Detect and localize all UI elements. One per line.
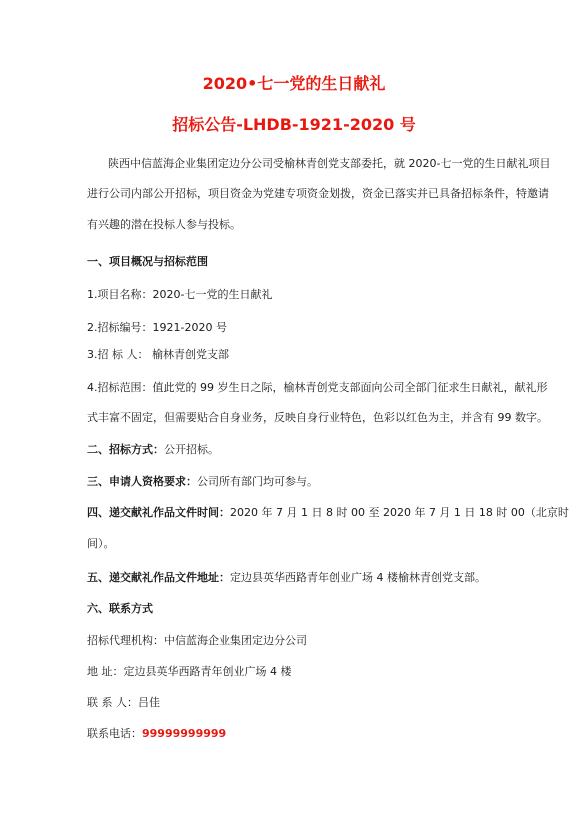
document-title-line1: 2020•七一党的生日献礼	[202, 74, 386, 93]
contact-agency: 招标代理机构：中信蓝海企业集团定边分公司	[87, 634, 307, 647]
contact-person: 联 系 人：吕佳	[87, 696, 160, 709]
intro-line-3: 有兴趣的潜在投标人参与投标。	[87, 218, 241, 231]
section2-row	[87, 442, 219, 458]
section5-row	[87, 570, 486, 586]
intro-line-1: 陕西中信蓝海企业集团定边分公司受榆林青创党支部委托，就 2020-七一党的生日献礼项目	[108, 157, 551, 170]
section5-label: 五、递交献礼作品文件地址：	[87, 571, 230, 584]
section3-value: 公司所有部门均可参与。	[197, 475, 318, 488]
document-title-line2: 招标公告-LHDB-1921-2020 号	[172, 115, 416, 134]
contact-address: 地 址：定边县英华西路青年创业广场 4 楼	[87, 665, 292, 678]
section4-value-line2: 间）。	[87, 537, 115, 550]
section1-heading: 一、项目概况与招标范围	[87, 255, 208, 268]
section4-label: 四、递交献礼作品文件时间：	[87, 506, 230, 519]
section1-item-scope-line1: 4.招标范围：值此党的 99 岁生日之际，榆林青创党支部面向公司全部门征求生日献礼，献礼形	[87, 381, 548, 394]
section3-row	[87, 474, 318, 490]
section1-item-tenderer: 3.招 标 人： 榆林青创党支部	[87, 348, 229, 361]
section2-value: 公开招标。	[164, 443, 219, 456]
section1-item-number: 2.招标编号：1921-2020 号	[87, 321, 227, 334]
section5-value: 定边县英华西路青年创业广场 4 楼榆林青创党支部。	[230, 571, 486, 584]
section3-label: 三、申请人资格要求：	[87, 475, 197, 488]
section6-heading: 六、联系方式	[87, 602, 153, 615]
section2-label: 二、招标方式：	[87, 443, 164, 456]
contact-phone-row	[87, 726, 226, 742]
contact-phone-label: 联系电话：	[87, 727, 142, 740]
intro-line-2: 进行公司内部公开招标，项目资金为党建专项资金划拨，资金已落实并已具备招标条件，特邀请	[87, 187, 549, 200]
section1-item-name: 1.项目名称：2020-七一党的生日献礼	[87, 288, 273, 301]
contact-phone-value: 99999999999	[142, 727, 227, 740]
section4-row	[87, 505, 569, 521]
section4-value-line1: 2020 年 7 月 1 日 8 时 00 至 2020 年 7 月 1 日 18 时 00（北京时	[230, 506, 569, 519]
section1-item-scope-line2: 式丰富不固定，但需要贴合自身业务，反映自身行业特色，色彩以红色为主，并含有 99 数字。	[87, 411, 548, 424]
